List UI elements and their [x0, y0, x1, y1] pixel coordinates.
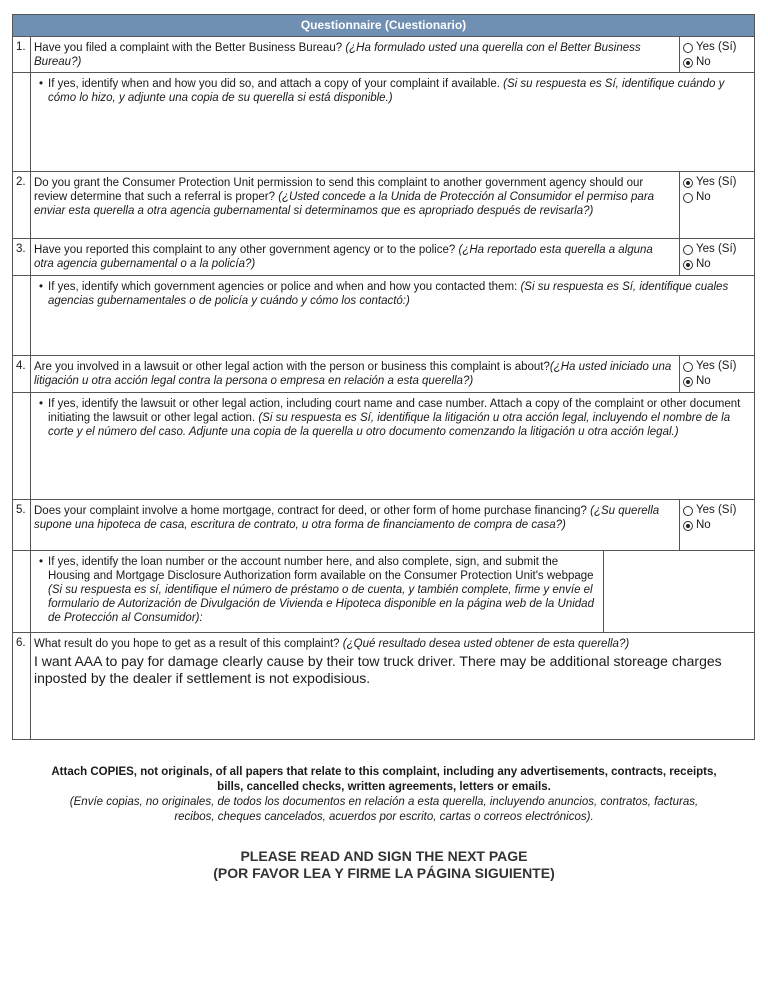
- yes-no-options: [679, 239, 754, 275]
- sub-question-row-1: [13, 73, 754, 172]
- sub-question-text[interactable]: • If yes, identify the lawsuit or other legal action, including court name and case number. Attach a copy of the complaint or other document initiating the lawsuit or other legal action. (Si su respuesta es Sí, identifique la litigación u otra acción legal, incluyendo el nombre de la corte y el número del caso. Adjunte una copia de la querella u otro documento comenzando la litigación u otra acción legal.): [31, 393, 754, 499]
- loan-number-field[interactable]: [603, 551, 754, 632]
- question-row-2: [13, 172, 754, 239]
- bullet-icon: •: [38, 78, 44, 90]
- question-text: Have you reported this complaint to any other government agency or to the police? (¿Ha reportado esta querella a alguna otra agencia gubernamental o a la policía?): [34, 244, 653, 270]
- question-row-6: [13, 633, 754, 739]
- sub-question-text[interactable]: • If yes, identify which government agencies or police and when and how you contacted them: (Si su respuesta es Sí, identifique cuales agencias gubernamentales o de policía y cuándo y cómo los contactó:): [31, 276, 754, 355]
- question-row-4: [13, 356, 754, 393]
- question-number: 4.: [13, 356, 31, 392]
- radio-no-icon[interactable]: [683, 193, 693, 203]
- question-number: 1.: [13, 37, 31, 72]
- radio-no-selected-icon[interactable]: [683, 521, 693, 531]
- bullet-icon: •: [38, 281, 44, 293]
- question-number: 5.: [13, 500, 31, 550]
- yes-no-options: [679, 356, 754, 392]
- sub-question-row-3: [13, 276, 754, 356]
- question-row-3: [13, 239, 754, 276]
- radio-no-selected-icon[interactable]: [683, 260, 693, 270]
- option-no[interactable]: No: [683, 190, 754, 205]
- sign-next-page-notice: PLEASE READ AND SIGN THE NEXT PAGE (POR FAVOR LEA Y FIRME LA PÁGINA SIGUIENTE): [213, 848, 555, 881]
- option-no[interactable]: No: [683, 257, 754, 272]
- form-header: Questionnaire (Cuestionario): [13, 15, 754, 37]
- radio-yes-selected-icon[interactable]: [683, 178, 693, 188]
- questionnaire-form: [12, 14, 755, 740]
- attach-copies-notice: Attach COPIES, not originals, of all papers that relate to this complaint, including any advertisements, contracts, receipts, bills, cancelled checks, written agreements, letters or emails. (Envíe copias, no originales, de todos los documentos en relación a esta querella, incluyendo anuncios, contratos, facturas, recibos, cheques cancelados, acuerdos por escrito, cartas o correos electrónicos).: [51, 766, 717, 823]
- bullet-icon: •: [38, 556, 44, 568]
- radio-yes-icon[interactable]: [683, 506, 693, 516]
- question-text: Do you grant the Consumer Protection Unit permission to send this complaint to another government agency should our review determine that such a referral is proper? (¿Usted concede a la Unida de Protección al Consumidor el permiso para enviar esta querella a otra agencia gubernamental si determinamos que es apropriado después de revisarla?): [34, 177, 655, 217]
- question-text[interactable]: What result do you hope to get as a result of this complaint? (¿Qué resultado desea usted obtener de esta querella?) I want AAA to pay for damage clearly cause by their tow truck driver. There may be additional storeage charges inposted by the dealer if settlement is not expodisious.: [31, 633, 754, 739]
- sub-question-text[interactable]: • If yes, identify when and how you did so, and attach a copy of your complaint if available. (Si su respuesta es Sí, identifique cuándo y cómo lo hizo, y adjunte una copia de su querella si está disponible.): [31, 73, 754, 171]
- option-yes[interactable]: Yes (Sí): [683, 175, 754, 190]
- radio-yes-icon[interactable]: [683, 362, 693, 372]
- radio-yes-icon[interactable]: [683, 43, 693, 53]
- result-answer-text[interactable]: I want AAA to pay for damage clearly cause by their tow truck driver. There may be additional storeage charges inposted by the dealer if settlement is not expodisious.: [34, 653, 722, 686]
- radio-no-selected-icon[interactable]: [683, 58, 693, 68]
- option-no[interactable]: No: [683, 55, 754, 70]
- question-row-5: [13, 500, 754, 551]
- sub-question-row-4: [13, 393, 754, 500]
- option-yes[interactable]: Yes (Sí): [683, 359, 754, 374]
- option-yes[interactable]: Yes (Sí): [683, 503, 754, 518]
- question-text: Have you filed a complaint with the Better Business Bureau? (¿Ha formulado usted una querella con el Better Business Bureau?): [34, 42, 641, 68]
- option-yes[interactable]: Yes (Sí): [683, 242, 754, 257]
- option-no[interactable]: No: [683, 518, 754, 533]
- bullet-icon: •: [38, 398, 44, 410]
- question-number: 6.: [13, 633, 31, 739]
- yes-no-options: [679, 172, 754, 238]
- sub-question-row-5: [13, 551, 754, 633]
- option-yes[interactable]: Yes (Sí): [683, 40, 754, 55]
- question-row-1: [13, 37, 754, 73]
- radio-no-selected-icon[interactable]: [683, 377, 693, 387]
- radio-yes-icon[interactable]: [683, 245, 693, 255]
- yes-no-options: [679, 37, 754, 72]
- option-no[interactable]: No: [683, 374, 754, 389]
- yes-no-options: [679, 500, 754, 550]
- question-text: Does your complaint involve a home mortgage, contract for deed, or other form of home purchase financing? (¿Su querella supone una hipoteca de casa, escritura de contrato, u otra forma de financiamento de compra de casa?): [34, 505, 660, 531]
- sub-question-text: • If yes, identify the loan number or the account number here, and also complete, sign, and submit the Housing and Mortgage Disclosure Authorization form available on the Consumer Protection Unit's webpage (Si su respuesta es sí, identifique el número de préstamo o de cuenta, y también complete, firme y envíe el formulario de Autorización de Divulgación de Vivienda e Hipoteca disponible en la página web de la Unidad de Protección al Consumidor):: [31, 551, 603, 632]
- question-number: 2.: [13, 172, 31, 238]
- question-number: 3.: [13, 239, 31, 275]
- question-text: Are you involved in a lawsuit or other legal action with the person or business this complaint is about?(¿Ha usted iniciado una litigación u otra acción legal contra la persona o empresa en relación a esta querella?): [34, 361, 672, 387]
